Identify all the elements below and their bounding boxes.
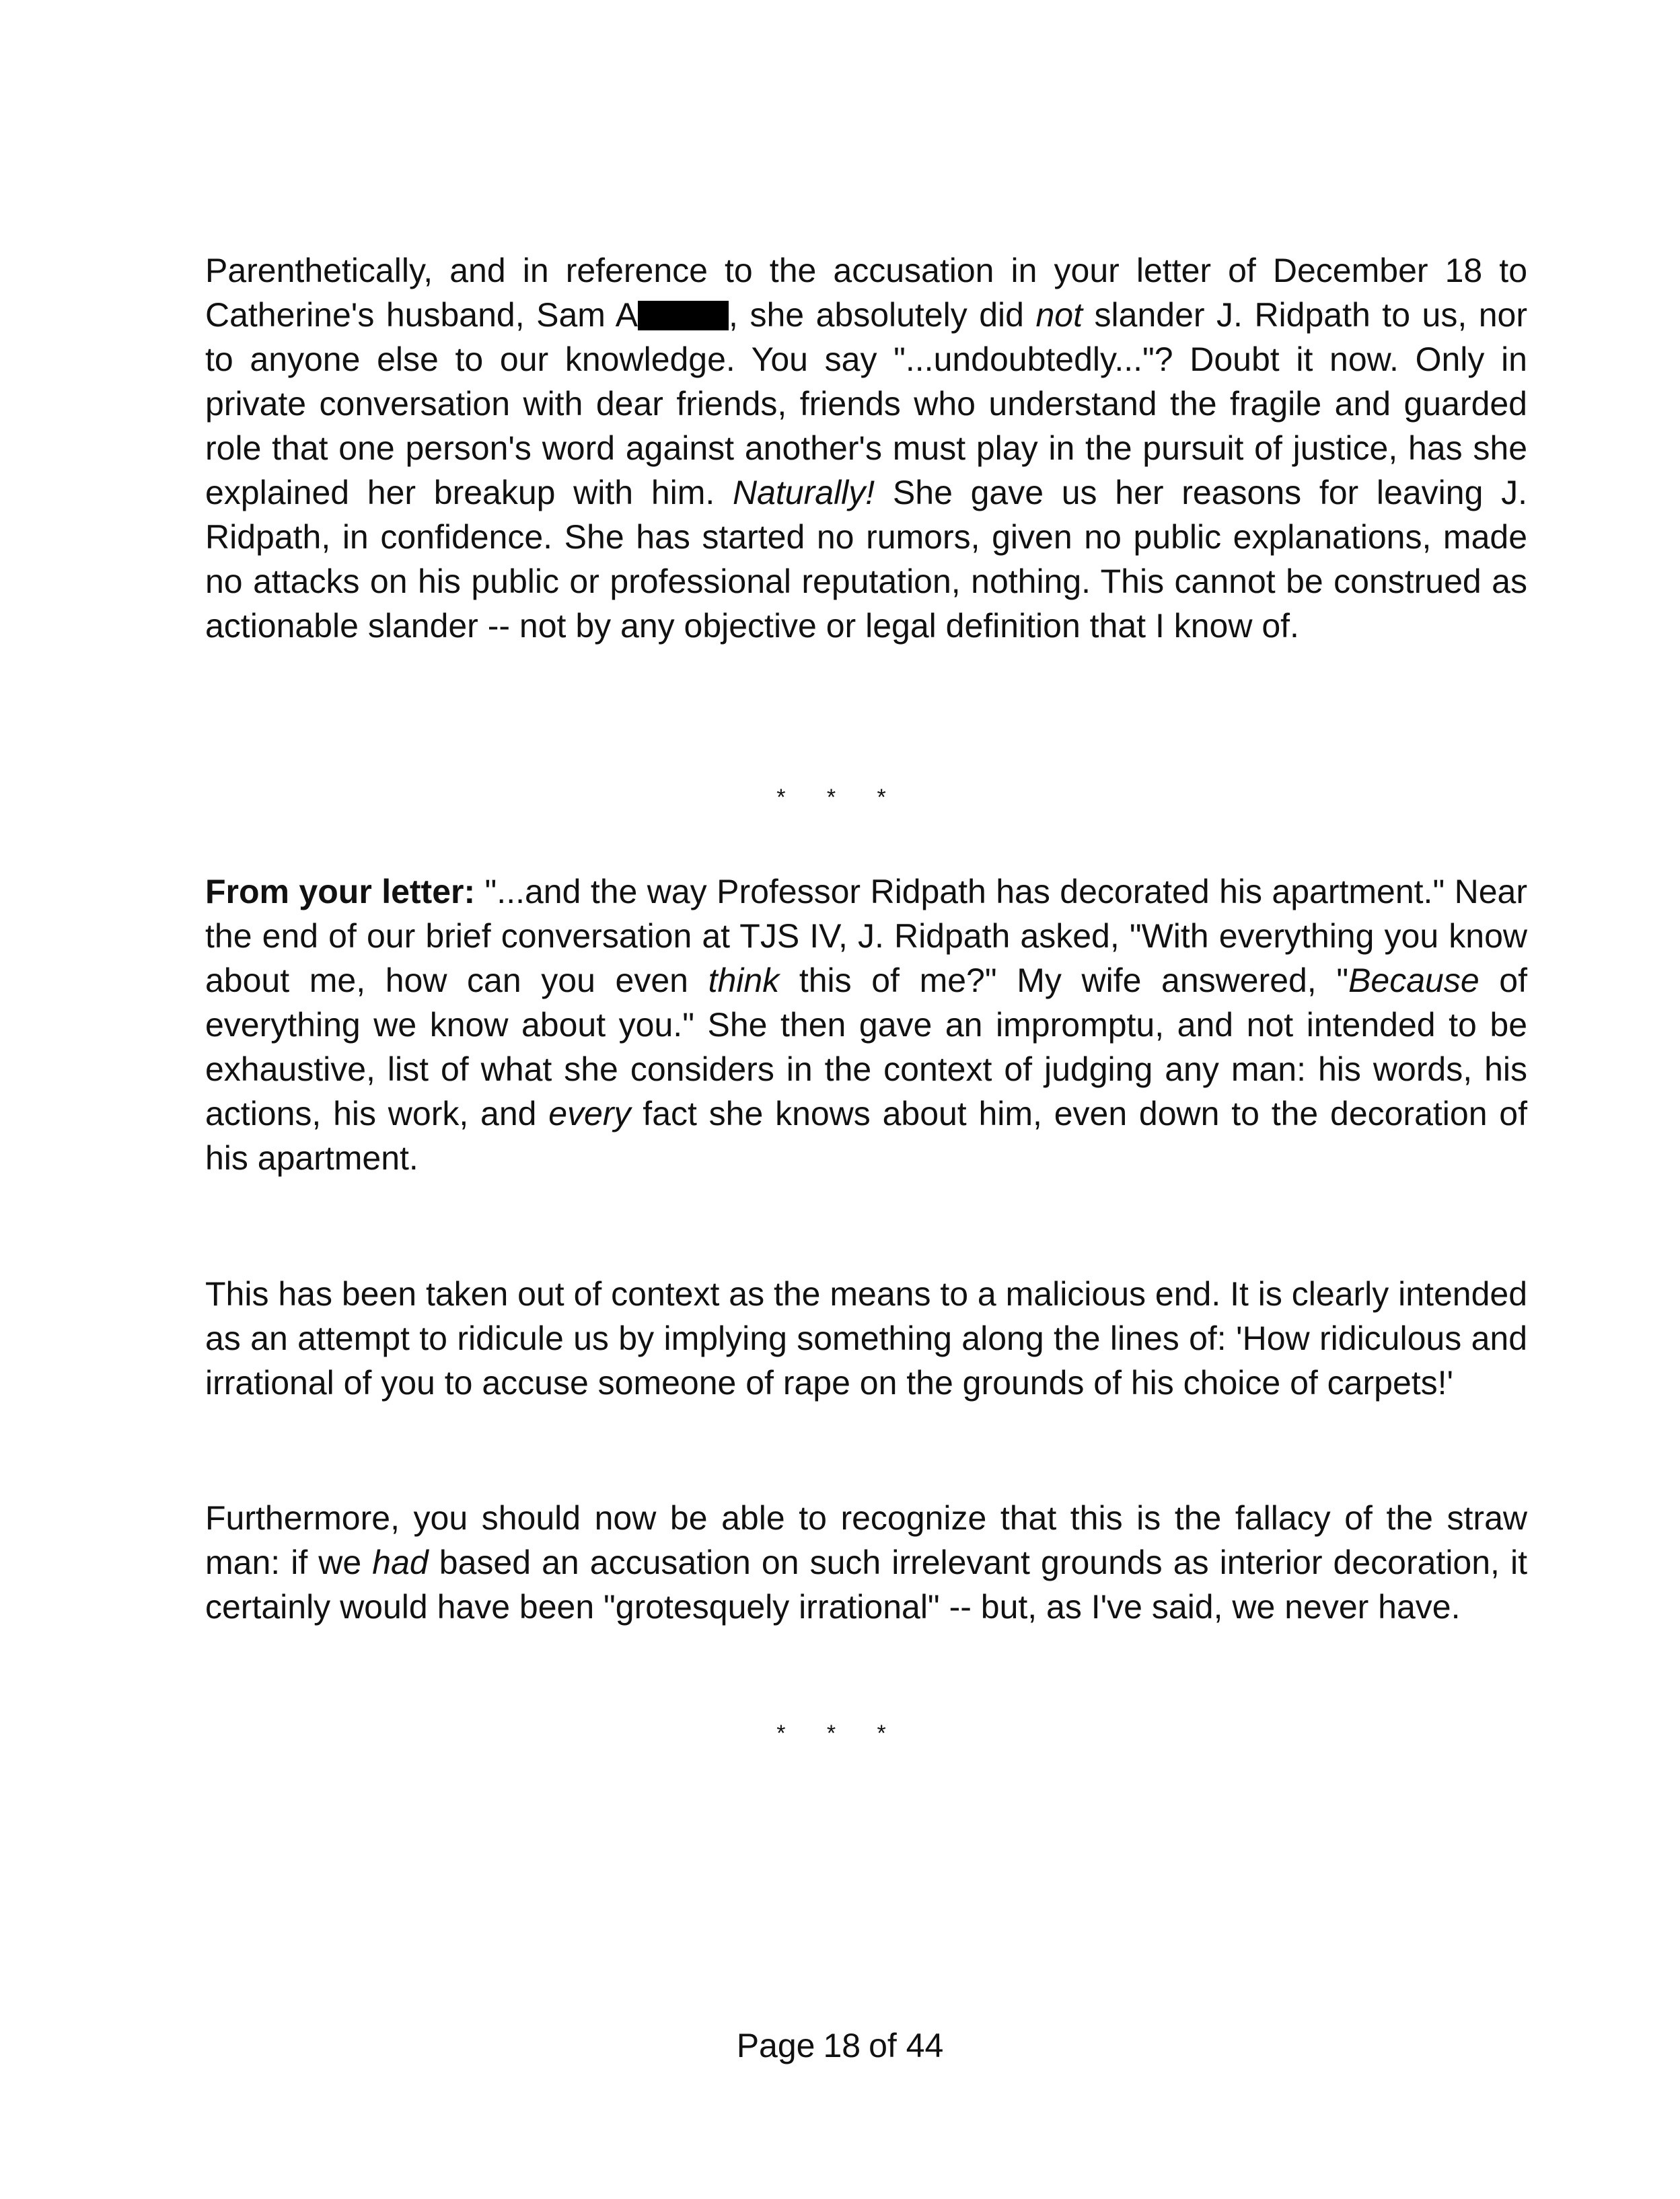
text-segment: "...and the way Professor Ridpath has decorated his apartment." Near the end of our brief conversation at TJS IV, J. Ridpath asked, "With everything you know about me, how can you even: [205, 873, 1527, 999]
text-segment: She gave us her reasons for leaving J. Ridpath, in confidence. She has started no rumors, given no public explanations, made no attacks on his public or professional reputation, nothing. This cannot be construed as actionable slander -- not by any objective or legal definition that I know of.: [205, 474, 1527, 645]
paragraph-straw-man: [205, 1496, 1527, 1629]
paragraph-from-your-letter: [205, 869, 1527, 1180]
section-separator: * * *: [776, 1721, 904, 1746]
text-segment: Parenthetically, and in reference to the accusation in your letter of December 18 to Catherine's husband, Sam A: [205, 252, 1527, 334]
text-segment: fact she knows about him, even down to the decoration of his apartment.: [205, 1095, 1527, 1177]
text-segment: , she absolutely did: [729, 296, 1036, 334]
emphasis-think: think: [708, 962, 780, 999]
page-total: of 44: [869, 2027, 944, 2064]
emphasis-not: not: [1035, 296, 1083, 334]
text-segment: slander J. Ridpath to us, nor to anyone else to our knowledge. You say "...undoubtedly..."? Doubt it now. Only in private conversation with dear friends, friends who understand the fragile and guarded role that one person's word against another's must play in the pursuit of justice, has she explained her breakup with him.: [205, 296, 1528, 511]
redaction-block: [638, 301, 729, 330]
lead-label: From your letter:: [205, 873, 476, 910]
emphasis-every: every: [548, 1095, 631, 1132]
page-footer: [0, 2025, 1680, 2066]
page-number: 18: [823, 2027, 861, 2064]
page-label: Page: [736, 2027, 815, 2064]
paragraph-context: This has been taken out of context as the means to a malicious end. It is clearly intended as an attempt to ridicule us by implying something along the lines of: 'How ridiculous and irrational of you to accuse someone of rape on the grounds of his choice of carpets!': [205, 1275, 1528, 1402]
emphasis-naturally: Naturally!: [733, 474, 875, 511]
emphasis-because: Because: [1348, 962, 1480, 999]
paragraph-slander: [205, 248, 1527, 648]
text-segment: Furthermore, you should now be able to recognize that this is the fallacy of the straw man: if we: [205, 1499, 1527, 1581]
text-segment: based an accusation on such irrelevant grounds as interior decoration, it certainly would have been "grotesquely irrational" -- but, as I've said, we never have.: [205, 1544, 1528, 1626]
text-segment: this of me?" My wife answered, ": [779, 962, 1349, 999]
section-separator: * * *: [776, 785, 904, 810]
emphasis-had: had: [372, 1544, 429, 1581]
text-segment: of everything we know about you." She then gave an impromptu, and not intended to be exhaustive, list of what she considers in the context of judging any man: his words, his actions, his work, and: [205, 962, 1527, 1132]
